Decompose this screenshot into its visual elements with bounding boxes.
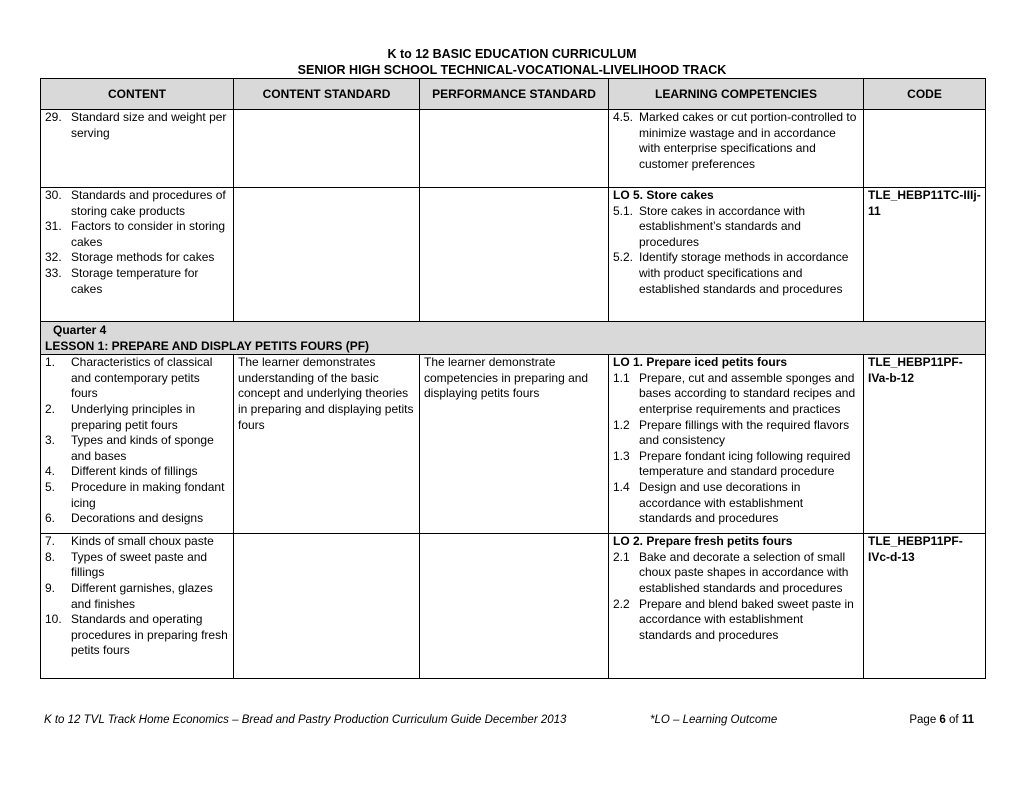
content-item-text: Different garnishes, glazes and finishes <box>71 580 213 611</box>
competency-text: Prepare and blend baked sweet paste in accordance with establishment standards and procedures <box>639 596 854 642</box>
content-item-text: Factors to consider in storing cakes <box>71 219 226 249</box>
content-item-number: 33. <box>45 265 62 280</box>
content-item <box>45 250 229 266</box>
content-item-number: 8. <box>45 549 56 564</box>
competency-number: 1.3 <box>613 448 630 463</box>
learning-competencies-cell <box>609 188 864 322</box>
competency-text: Store cakes in accordance with establishment’s standards and procedures <box>639 203 806 249</box>
code-cell <box>864 110 986 188</box>
lesson-title: LESSON 1: PREPARE AND DISPLAY PETITS FOURS (PF) <box>45 338 370 353</box>
competency-text: Prepare fillings with the required flavors and consistency <box>639 417 850 448</box>
table-row <box>41 534 986 679</box>
content-item-number: 1. <box>45 355 56 370</box>
content-item-text: Kinds of small choux paste <box>71 534 214 549</box>
code-cell: TLE_HEBP11PF-IVc-d-13 <box>864 534 986 679</box>
page-number: Page 6 of 11 <box>909 714 974 726</box>
content-item <box>45 511 229 527</box>
competency-item <box>613 418 859 449</box>
content-item-text: Characteristics of classical and contemporary petits fours <box>71 355 213 401</box>
competency-text: Prepare fondant icing following required temperature and standard procedure <box>639 448 851 479</box>
content-cell <box>41 355 234 534</box>
competency-item <box>613 250 859 297</box>
content-item <box>45 612 229 659</box>
content-item-text: Standards and operating procedures in preparing fresh petits fours <box>71 612 228 658</box>
content-item-number: 7. <box>45 534 56 549</box>
content-item-number: 5. <box>45 479 56 494</box>
col-header-performance-standard: PERFORMANCE STANDARD <box>420 79 609 110</box>
competency-item <box>613 371 859 418</box>
content-item-number: 3. <box>45 433 56 448</box>
content-item-number: 30. <box>45 188 62 202</box>
content-item-text: Types and kinds of sponge and bases <box>71 433 214 463</box>
content-item <box>45 550 229 581</box>
competency-item <box>613 204 859 251</box>
competency-number: 5.1. <box>613 203 634 218</box>
content-item-number: 29. <box>45 110 62 124</box>
competency-number: 2.2 <box>613 596 630 611</box>
competency-item <box>613 449 859 480</box>
competency-number: 1.4 <box>613 479 630 494</box>
competency-text: Identify storage methods in accordance with product specifications and established standards and procedures <box>639 250 849 296</box>
header-subtitle: SENIOR HIGH SCHOOL TECHNICAL-VOCATIONAL-LIVELIHOOD TRACK <box>297 63 727 77</box>
learning-outcome-title: LO 2. Prepare fresh petits fours <box>613 534 793 549</box>
competency-item <box>613 597 859 644</box>
col-header-content: CONTENT <box>41 79 234 110</box>
table-row <box>41 110 986 188</box>
content-cell <box>41 188 234 322</box>
content-item <box>45 581 229 612</box>
code-cell: TLE_HEBP11TC-IIIj-11 <box>864 188 986 322</box>
col-header-learning-competencies: LEARNING COMPETENCIES <box>609 79 864 110</box>
competency-number: 5.2. <box>613 250 634 265</box>
content-item <box>45 433 229 464</box>
performance-standard-cell <box>420 110 609 188</box>
footer-lo-note: *LO – Learning Outcome <box>650 714 778 726</box>
content-item-number: 10. <box>45 612 62 627</box>
content-item-text: Underlying principles in preparing petit fours <box>71 401 196 432</box>
content-item <box>45 355 229 402</box>
content-item-number: 4. <box>45 464 56 479</box>
code-cell: TLE_HEBP11PF-IVa-b-12 <box>864 355 986 534</box>
content-item <box>45 464 229 480</box>
col-header-code: CODE <box>864 79 986 110</box>
content-standard-cell <box>234 534 420 679</box>
header-title: K to 12 BASIC EDUCATION CURRICULUM <box>387 47 637 61</box>
content-item-text: Different kinds of fillings <box>71 464 198 479</box>
performance-standard-cell <box>420 188 609 322</box>
content-item-text: Standard size and weight per serving <box>71 110 227 140</box>
curriculum-table <box>40 78 986 679</box>
content-item-text: Storage temperature for cakes <box>71 265 199 296</box>
learning-competencies-cell <box>609 355 864 534</box>
document-header <box>0 46 1024 78</box>
footer-guide-title: K to 12 TVL Track Home Economics – Bread and Pastry Production Curriculum Guide December 2013 <box>44 714 567 726</box>
competency-text: Design and use decorations in accordance with establishment standards and procedures <box>639 479 804 526</box>
content-item-text: Decorations and designs <box>71 511 204 526</box>
table-row <box>41 188 986 322</box>
content-cell <box>41 110 234 188</box>
learning-competencies-cell <box>609 110 864 188</box>
table-row <box>41 355 986 534</box>
competency-text: Marked cakes or cut portion-controlled to minimize wastage and in accordance with enterprise specifications and customer preferences <box>639 110 857 171</box>
col-header-content-standard: CONTENT STANDARD <box>234 79 420 110</box>
content-standard-cell: The learner demonstrates understanding of the basic concept and underlying theories in preparing and displaying petits fours <box>234 355 420 534</box>
competency-item <box>613 110 859 172</box>
content-cell <box>41 534 234 679</box>
content-item-text: Procedure in making fondant icing <box>71 479 225 510</box>
content-item <box>45 219 229 250</box>
content-item <box>45 266 229 297</box>
content-item-number: 6. <box>45 511 56 526</box>
content-item <box>45 110 229 141</box>
content-item-number: 2. <box>45 401 56 416</box>
competency-item <box>613 480 859 527</box>
content-item <box>45 534 229 550</box>
competency-number: 1.2 <box>613 417 630 432</box>
content-item-text: Storage methods for cakes <box>71 250 215 265</box>
competency-text: Prepare, cut and assemble sponges and bases according to standard recipes and enterprise requirements and practices <box>639 370 856 416</box>
quarter-label: Quarter 4 <box>53 323 107 337</box>
content-item <box>45 188 229 219</box>
performance-standard-cell <box>420 534 609 679</box>
competency-item <box>613 550 859 597</box>
competency-number: 1.1 <box>613 370 630 385</box>
competency-text: Bake and decorate a selection of small choux paste shapes in accordance with established standards and procedures <box>639 549 849 595</box>
content-item-number: 32. <box>45 250 62 265</box>
competency-number: 2.1 <box>613 549 630 564</box>
learning-outcome-title: LO 5. Store cakes <box>613 188 714 202</box>
content-item <box>45 402 229 433</box>
content-item-text: Types of sweet paste and fillings <box>71 549 208 580</box>
table-header-row <box>41 79 986 110</box>
content-item-text: Standards and procedures of storing cake products <box>71 188 226 218</box>
content-item <box>45 480 229 511</box>
learning-competencies-cell <box>609 534 864 679</box>
content-standard-cell <box>234 110 420 188</box>
quarter-row <box>41 322 986 355</box>
content-item-number: 31. <box>45 219 62 234</box>
performance-standard-cell: The learner demonstrate competencies in preparing and displaying petits fours <box>420 355 609 534</box>
competency-number: 4.5. <box>613 110 634 124</box>
learning-outcome-title: LO 1. Prepare iced petits fours <box>613 355 788 370</box>
content-standard-cell <box>234 188 420 322</box>
content-item-number: 9. <box>45 580 56 595</box>
